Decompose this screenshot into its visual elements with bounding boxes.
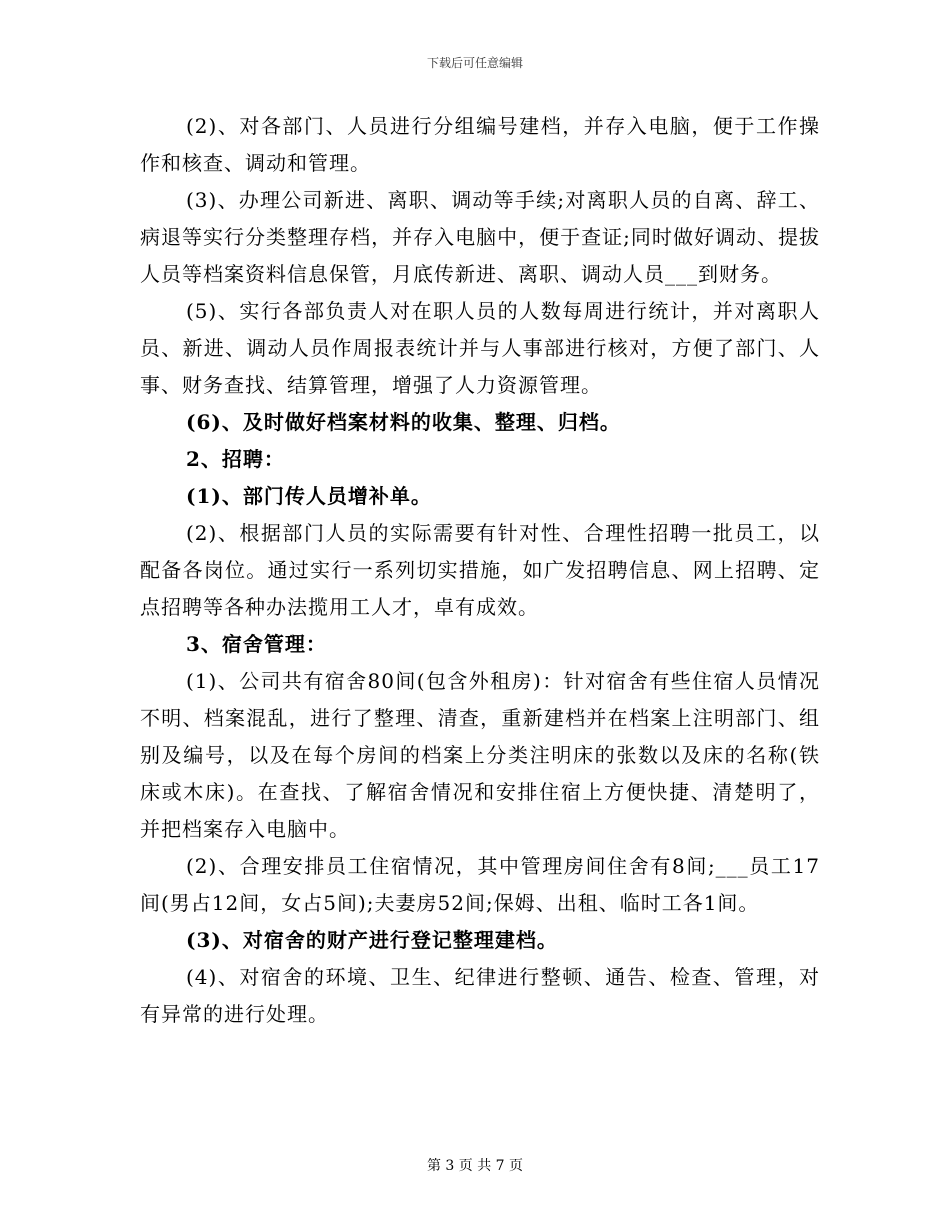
paragraph: (4)、对宿舍的环境、卫生、纪律进行整顿、通告、检查、管理，对有异常的进行处理。 [140,965,820,1026]
page-header: 下载后可任意编辑 [426,56,523,70]
section-heading-recruitment: 2、招聘： [186,447,285,471]
paragraph: (1)、公司共有宿舍80间(包含外租房)：针对宿舍有些住宿人员情况不明、档案混乱，进行了整理、清查，重新建档并在档案上注明部门、组别及编号，以及在每个房间的档案上分类注明床的张数以及床的名称(铁床或木床)。在查找、了解宿舍情况和安排住宿上方便快捷、清楚明了，并把档案存入电脑中。 [140,669,820,841]
paragraph-bold: (1)、部门传人员增补单。 [186,484,432,508]
paragraph-bold: (6)、及时做好档案材料的收集、整理、归档。 [186,410,621,434]
paragraph: (2)、根据部门人员的实际需要有针对性、合理性招聘一批员工，以配备各岗位。通过实行一系列切实措施，如广发招聘信息、网上招聘、定点招聘等各种办法揽用工人才，卓有成效。 [140,521,820,619]
page-number: 第 3 页 共 7 页 [426,1158,524,1174]
paragraph: (5)、实行各部负责人对在职人员的人数每周进行统计，并对离职人员、新进、调动人员作周报表统计并与人事部进行核对，方便了部门、人事、财务查找、结算管理，增强了人力资源管理。 [140,299,820,397]
section-heading-dormitory: 3、宿舍管理： [186,632,327,656]
paragraph: (2)、对各部门、人员进行分组编号建档，并存入电脑，便于工作操作和核查、调动和管理。 [140,114,820,175]
paragraph-bold: (3)、对宿舍的财产进行登记整理建档。 [186,928,558,952]
paragraph: (2)、合理安排员工住宿情况，其中管理房间住舍有8间;___员工17间(男占12间，女占5间);夫妻房52间;保姆、出租、临时工各1间。 [140,854,820,915]
paragraph: (3)、办理公司新进、离职、调动等手续;对离职人员的自离、辞工、病退等实行分类整理存档，并存入电脑中，便于查证;同时做好调动、提拔人员等档案资料信息保管，月底传新进、离职、调动人员___到财务。 [140,188,820,286]
document-body [140,108,820,1033]
